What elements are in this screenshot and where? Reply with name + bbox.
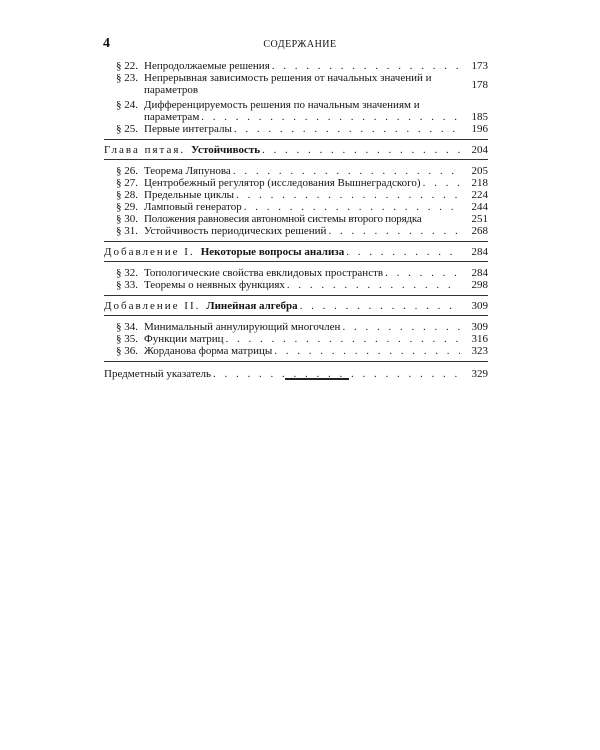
section-number: § 27. [116,177,138,189]
page-ref: 224 [471,189,488,201]
page-ref: 185 [471,111,488,123]
page-ref: 284 [471,246,488,258]
toc-entry-34[interactable] [104,321,488,333]
page-ref: 329 [471,368,488,380]
section-title: Центробежный регулятор (исследования Вышнеградского) [144,177,421,189]
section-title-line1: Дифференцируемость решения по начальным значениям и [144,99,420,111]
chapter-title: Устойчивость [191,144,261,156]
section-number: § 34. [116,321,138,333]
toc-entry-29[interactable] [104,201,488,213]
dot-leader [423,177,460,189]
section-title: Предельные циклы [144,189,235,201]
dot-leader [274,345,460,357]
toc-appendix-1[interactable] [104,246,488,258]
toc-entry-24[interactable] [104,99,488,111]
section-number: § 36. [116,345,138,357]
toc-entry-27[interactable] [104,177,488,189]
page-ref: 251 [471,213,488,225]
chapter-label: Глава пятая. [104,144,186,156]
toc-chapter-5[interactable] [104,144,488,156]
section-title: Жорданова форма матрицы [144,345,273,357]
dot-leader [226,333,460,345]
dot-leader [236,189,460,201]
page-ref: 173 [471,60,488,72]
dot-leader [262,144,460,156]
section-title-line2: параметрам [144,111,200,123]
page-ref: 178 [471,79,488,91]
page-ref: 309 [471,300,488,312]
page-ref: 244 [471,201,488,213]
toc-entry-33[interactable] [104,279,488,291]
toc-entry-25[interactable] [104,123,488,135]
page-number: 4 [103,36,110,51]
dot-leader [300,300,460,312]
dot-leader [244,201,460,213]
section-number: § 22. [116,60,138,72]
running-title: СОДЕРЖАНИЕ [263,39,337,50]
dot-leader [385,267,460,279]
dot-leader [287,279,460,291]
section-title: Функции матриц [144,333,224,345]
appendix-label: Добавление II. [104,300,201,312]
page-ref: 204 [471,144,488,156]
section-title-line1: Непрерывная зависимость решения от начальных значений и [144,72,432,84]
page-ref: 205 [471,165,488,177]
section-title: Теоремы о неявных функциях [144,279,285,291]
page-ref: 218 [471,177,488,189]
toc-entry-24-cont [104,111,488,123]
toc-entry-23-cont [104,84,488,96]
dot-leader [346,246,460,258]
appendix-2-rule-top [104,295,488,296]
toc-entry-26[interactable] [104,165,488,177]
section-number: § 23. [116,72,138,84]
appendix-2-rule-bottom [104,315,488,316]
section-title: Минимальный аннулирующий многочлен [144,321,341,333]
dot-leader [272,60,460,72]
section-title: Теорема Ляпунова [144,165,231,177]
section-title: Топологические свойства евклидовых пространств [144,267,384,279]
dot-leader [233,165,460,177]
section-number: § 35. [116,333,138,345]
section-title: Устойчивость периодических решений [144,225,327,237]
section-number: § 24. [116,99,138,111]
page-ref: 316 [471,333,488,345]
toc-appendix-2[interactable] [104,300,488,312]
page-ref: 323 [471,345,488,357]
section-number: § 30. [116,213,138,225]
page-ref: 284 [471,267,488,279]
toc-entry-36[interactable] [104,345,488,357]
dot-leader [342,321,460,333]
toc-entry-28[interactable] [104,189,488,201]
toc-entry-32[interactable] [104,267,488,279]
dot-leader [201,111,460,123]
page-ref: 196 [471,123,488,135]
section-number: § 26. [116,165,138,177]
appendix-label: Добавление I. [104,246,195,258]
section-number: § 33. [116,279,138,291]
section-title-line2: параметров [144,84,199,96]
index-rule-top [104,361,488,362]
appendix-1-rule-top [104,241,488,242]
section-number: § 28. [116,189,138,201]
chapter-rule-bottom [104,159,488,160]
toc-entry-31[interactable] [104,225,488,237]
page-ref: 268 [471,225,488,237]
section-number: § 32. [116,267,138,279]
toc-entry-30[interactable] [104,213,488,225]
toc-entry-35[interactable] [104,333,488,345]
table-of-contents [104,60,488,380]
section-number: § 29. [116,201,138,213]
index-title: Предметный указатель [104,368,212,380]
appendix-title: Некоторые вопросы анализа [200,246,345,258]
dot-leader [328,225,460,237]
appendix-1-rule-bottom [104,261,488,262]
end-rule [285,378,349,380]
toc-entry-22[interactable] [104,60,488,72]
section-title: Первые интегралы [144,123,232,135]
section-title: Положения равновесия автономной системы второго порядка [144,213,422,225]
page-ref: 298 [471,279,488,291]
section-title: Непродолжаемые решения [144,60,270,72]
appendix-title: Линейная алгебра [206,300,298,312]
section-number: § 31. [116,225,138,237]
chapter-rule-top [104,139,488,140]
dot-leader [234,123,460,135]
section-number: § 25. [116,123,138,135]
section-title: Ламповый генератор [144,201,242,213]
page-ref: 309 [471,321,488,333]
